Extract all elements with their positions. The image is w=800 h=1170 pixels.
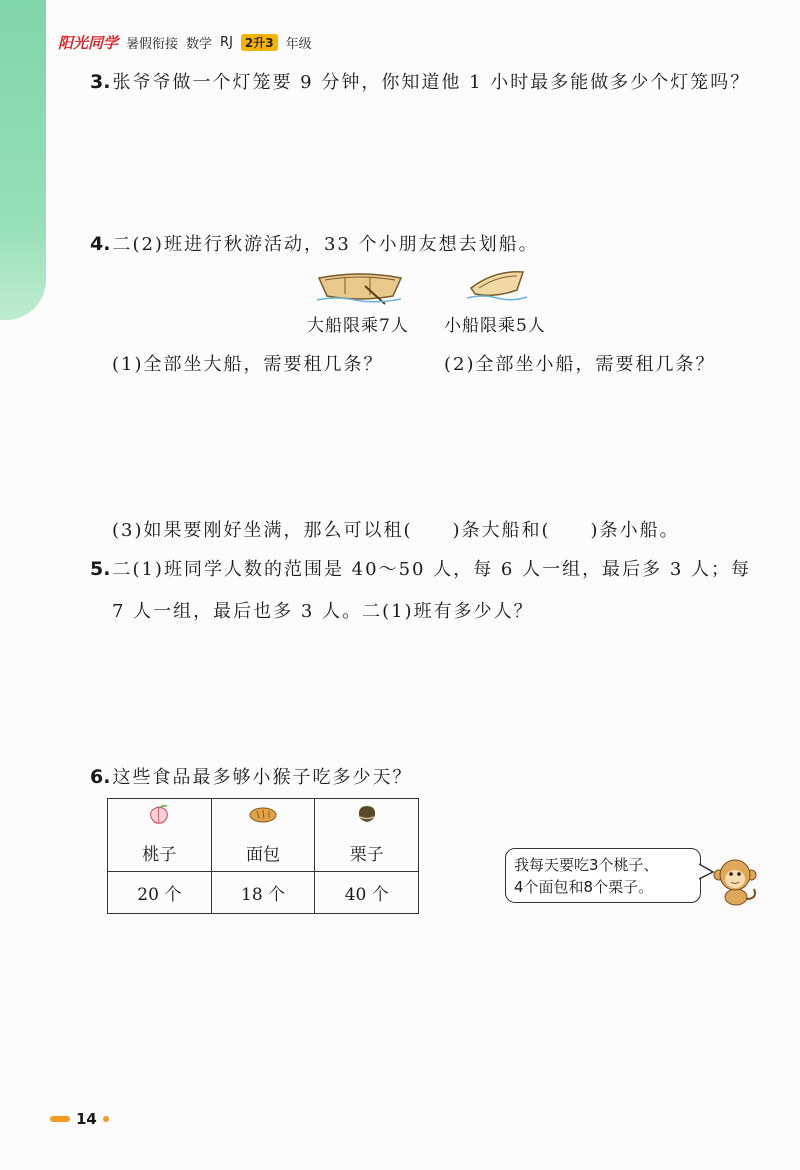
page-number-bar: [50, 1116, 70, 1122]
question-3: [90, 68, 750, 94]
count-row: [108, 871, 419, 913]
bread-icon: [248, 804, 278, 824]
grade-suffix: 年级: [285, 36, 312, 52]
series-title: 暑假衔接: [126, 36, 179, 52]
big-boat-caption: 大船限乘7人: [307, 316, 409, 336]
question-text: 这些食品最多够小猴子吃多少天？: [112, 767, 413, 788]
side-color-band: [0, 0, 46, 320]
question-text: 二(2)班进行秋游活动，33 个小朋友想去划船。: [112, 234, 539, 255]
food-name: 面包: [211, 834, 315, 871]
food-name: 桃子: [108, 834, 212, 871]
question-4-part-3: (3)如果要刚好坐满，那么可以租( )条大船和( )条小船。: [112, 520, 680, 541]
bubble-line-2: 4个面包和8个栗子。: [514, 878, 654, 896]
name-row: [108, 834, 419, 871]
food-count: 40 个: [315, 871, 419, 913]
question-text-line-1: 二(1)班同学人数的范围是 40～50 人，每 6 人一组，最后多 3 人；每: [112, 559, 751, 580]
bubble-line-1: 我每天要吃3个桃子、: [514, 856, 659, 874]
page-number-text: 14: [76, 1110, 97, 1128]
question-5: [90, 555, 751, 581]
question-4: [90, 230, 539, 256]
question-number: 4.: [90, 233, 111, 255]
small-boat-caption: 小船限乘5人: [444, 316, 546, 336]
question-6: [90, 763, 412, 789]
peach-cell: [108, 799, 212, 834]
question-5-line-2: 7 人一组，最后也多 3 人。二(1)班有多少人？: [112, 601, 534, 622]
question-4-part-2: (2)全部坐小船，需要租几条？: [444, 354, 716, 375]
food-name: 栗子: [315, 834, 419, 871]
question-number: 3.: [90, 71, 111, 93]
food-count: 18 个: [211, 871, 315, 913]
big-boat-icon: [315, 266, 405, 306]
monkey-icon: [710, 855, 760, 907]
question-4-part-1: (1)全部坐大船，需要租几条？: [112, 354, 384, 375]
bread-cell: [211, 799, 315, 834]
page-number-dot: [103, 1116, 109, 1122]
question-number: 5.: [90, 558, 111, 580]
page-number: [50, 1110, 109, 1128]
speech-bubble: [505, 848, 701, 903]
brand-logo: 阳光同学: [58, 34, 119, 52]
question-text: 张爷爷做一个灯笼要 9 分钟，你知道他 1 小时最多能做多少个灯笼吗？: [112, 72, 751, 93]
food-table: [107, 798, 419, 914]
question-number: 6.: [90, 766, 111, 788]
grade-badge: 2升3: [241, 34, 278, 51]
subject-label: 数学: [186, 36, 213, 52]
small-boat-icon: [465, 266, 530, 304]
peach-icon: [146, 803, 172, 825]
chestnut-icon: [356, 804, 378, 824]
chestnut-cell: [315, 799, 419, 834]
edition-label: RJ: [220, 34, 233, 50]
icon-row: [108, 799, 419, 834]
page-header: [58, 32, 312, 52]
food-count: 20 个: [108, 871, 212, 913]
